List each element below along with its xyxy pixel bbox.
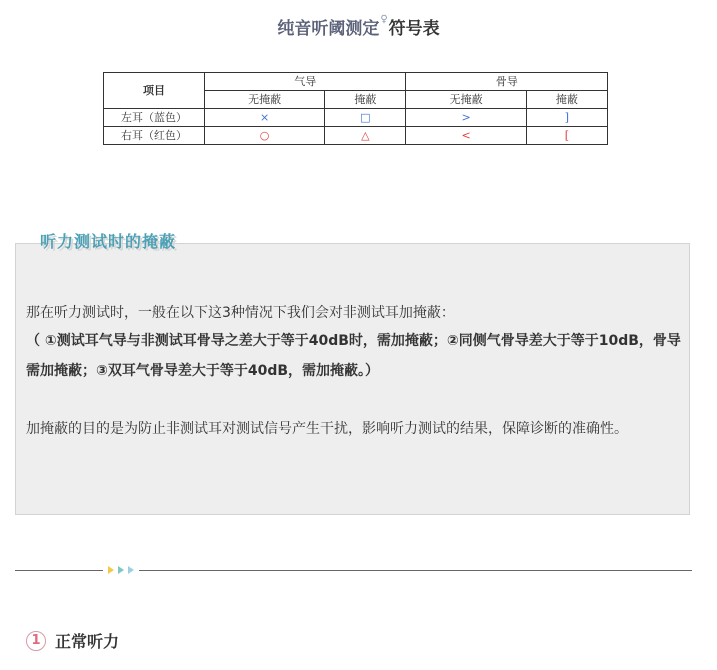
paragraph-conditions: （ ①测试耳气导与非测试耳骨导之差大于等于40dB时，需加掩蔽；②同侧气骨导差大于等于10dB，骨导需加掩蔽；③双耳气骨导差大于等于40dB，需加掩蔽。） xyxy=(26,333,681,379)
arrow-icon xyxy=(128,566,134,574)
left-air-masked-symbol: □ xyxy=(325,109,406,127)
right-bone-unmasked-symbol: < xyxy=(406,127,526,145)
table-header-row xyxy=(104,73,608,91)
row-label-left-ear: 左耳（蓝色） xyxy=(104,109,205,127)
arrow-icon xyxy=(108,566,114,574)
subheader-air-unmasked: 无掩蔽 xyxy=(205,91,325,109)
subheader-bone-unmasked: 无掩蔽 xyxy=(406,91,526,109)
search-icon[interactable]: ♀ xyxy=(380,14,388,25)
title-part-1: 纯音听阈测定 xyxy=(277,19,380,39)
header-air-conduction: 气导 xyxy=(205,73,406,91)
symbol-table xyxy=(103,72,608,145)
left-bone-masked-symbol: ] xyxy=(526,109,607,127)
right-air-masked-symbol: △ xyxy=(325,127,406,145)
table-row xyxy=(104,109,608,127)
section-title: 听力测试时的掩蔽 xyxy=(40,232,177,251)
number-badge: 1 xyxy=(26,631,46,651)
subheader-bone-masked: 掩蔽 xyxy=(526,91,607,109)
right-bone-masked-symbol: [ xyxy=(526,127,607,145)
table-row xyxy=(104,127,608,145)
page-title xyxy=(0,14,717,39)
paragraph-purpose: 加掩蔽的目的是为防止非测试耳对测试信号产生干扰，影响听力测试的结果，保障诊断的准确性。 xyxy=(26,421,628,437)
header-item: 项目 xyxy=(104,73,205,109)
left-bone-unmasked-symbol: > xyxy=(406,109,526,127)
subheader-air-masked: 掩蔽 xyxy=(325,91,406,109)
row-label-right-ear: 右耳（红色） xyxy=(104,127,205,145)
masking-note-box xyxy=(15,243,690,515)
header-bone-conduction: 骨导 xyxy=(406,73,608,91)
title-part-2: 符号表 xyxy=(388,19,440,39)
right-air-unmasked-symbol: ○ xyxy=(205,127,325,145)
arrow-icon xyxy=(118,566,124,574)
left-air-unmasked-symbol: × xyxy=(205,109,325,127)
paragraph-intro: 那在听力测试时，一般在以下这3种情况下我们会对非测试耳加掩蔽： xyxy=(26,305,455,321)
subsection-title: 正常听力 xyxy=(55,632,120,651)
